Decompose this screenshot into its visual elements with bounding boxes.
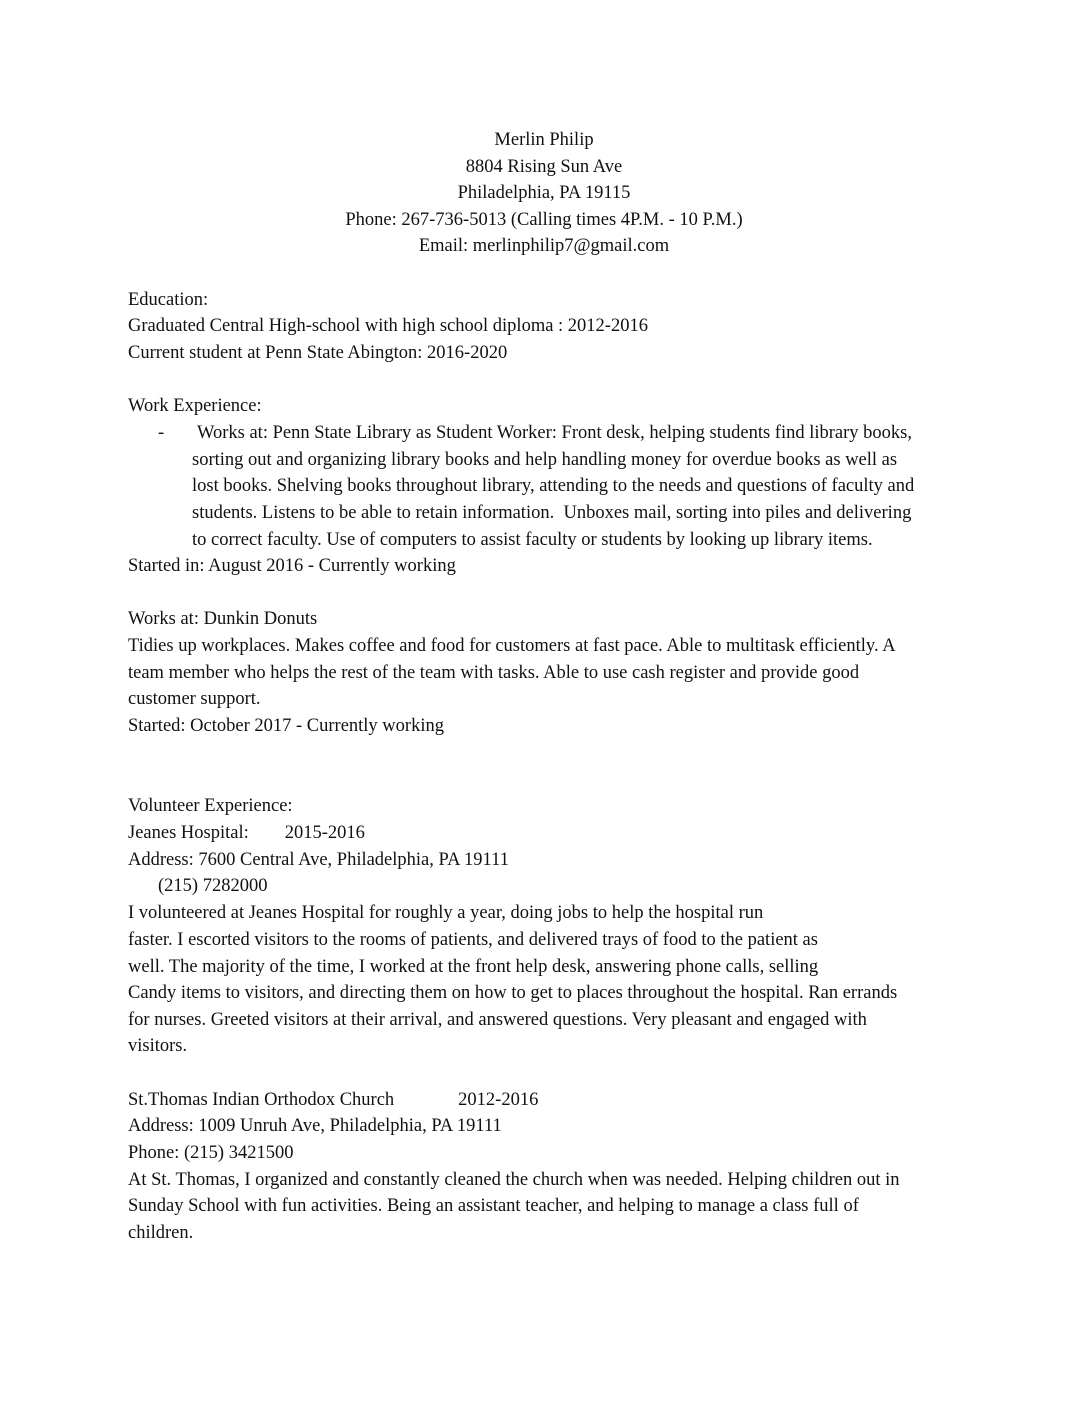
job2-started: Started: October 2017 - Currently working xyxy=(128,716,444,736)
volunteer2-line: Sunday School with fun activities. Being an assistant teacher, and helping to manage a class full of xyxy=(128,1196,859,1216)
job2-title: Works at: Dunkin Donuts xyxy=(128,609,318,629)
volunteer1-name: Jeanes Hospital: xyxy=(128,823,249,843)
volunteer1-line: Candy items to visitors, and directing them on how to get to places throughout the hospital. Ran errands xyxy=(128,983,898,1003)
volunteer1-phone: (215) 7282000 xyxy=(158,876,268,896)
volunteer2-line: children. xyxy=(128,1223,194,1243)
education-line: Graduated Central High-school with high school diploma : 2012-2016 xyxy=(128,316,648,336)
volunteer1-header xyxy=(128,820,365,846)
job2-line: Tidies up workplaces. Makes coffee and food for customers at fast pace. Able to multitask efficiently. A xyxy=(128,636,896,656)
volunteer2-header xyxy=(128,1087,538,1113)
work-heading: Work Experience: xyxy=(128,396,262,416)
volunteer2-address: Address: 1009 Unruh Ave, Philadelphia, PA 19111 xyxy=(128,1116,502,1136)
volunteer1-address: Address: 7600 Central Ave, Philadelphia, PA 19111 xyxy=(128,850,509,870)
city-state-zip: Philadelphia, PA 19115 xyxy=(457,183,631,203)
volunteer-heading: Volunteer Experience: xyxy=(128,796,293,816)
education-heading: Education: xyxy=(128,290,209,310)
job2-line: team member who helps the rest of the team with tasks. Able to use cash register and provide good xyxy=(128,663,860,683)
job1-line: sorting out and organizing library books and help handling money for overdue books as well as xyxy=(192,450,898,470)
volunteer1-line: well. The majority of the time, I worked at the front help desk, answering phone calls, selling xyxy=(128,957,819,977)
volunteer2-phone: Phone: (215) 3421500 xyxy=(128,1143,294,1163)
volunteer1-line: faster. I escorted visitors to the rooms of patients, and delivered trays of food to the patient as xyxy=(128,930,818,950)
volunteer1-line: visitors. xyxy=(128,1036,188,1056)
volunteer1-line: for nurses. Greeted visitors at their arrival, and answered questions. Very pleasant and engaged with xyxy=(128,1010,867,1030)
phone-line: Phone: 267-736-5013 (Calling times 4P.M. - 10 P.M.) xyxy=(345,210,743,230)
job2-line: customer support. xyxy=(128,689,261,709)
job1-line: Works at: Penn State Library as Student Worker: Front desk, helping students find library books, xyxy=(197,423,912,443)
volunteer1-line: I volunteered at Jeanes Hospital for roughly a year, doing jobs to help the hospital run xyxy=(128,903,764,923)
job1-line: students. Listens to be able to retain information. Unboxes mail, sorting into piles and delivering xyxy=(192,503,912,523)
volunteer2-line: At St. Thomas, I organized and constantly cleaned the church when was needed. Helping children out in xyxy=(128,1170,900,1190)
job1-started: Started in: August 2016 - Currently working xyxy=(128,556,456,576)
education-line: Current student at Penn State Abington: 2016-2020 xyxy=(128,343,508,363)
volunteer2-years: 2012-2016 xyxy=(458,1090,539,1110)
job1-line: lost books. Shelving books throughout library, attending to the needs and questions of faculty and xyxy=(192,476,915,496)
street-address: 8804 Rising Sun Ave xyxy=(465,157,623,177)
email-line: Email: merlinphilip7@gmail.com xyxy=(418,236,670,256)
applicant-name: Merlin Philip xyxy=(494,130,594,150)
job1-line: to correct faculty. Use of computers to assist faculty or students by looking up library items. xyxy=(192,530,873,550)
volunteer1-years: 2015-2016 xyxy=(284,823,365,843)
bullet-dash: - xyxy=(158,423,165,443)
volunteer2-name: St.Thomas Indian Orthodox Church xyxy=(128,1090,395,1110)
